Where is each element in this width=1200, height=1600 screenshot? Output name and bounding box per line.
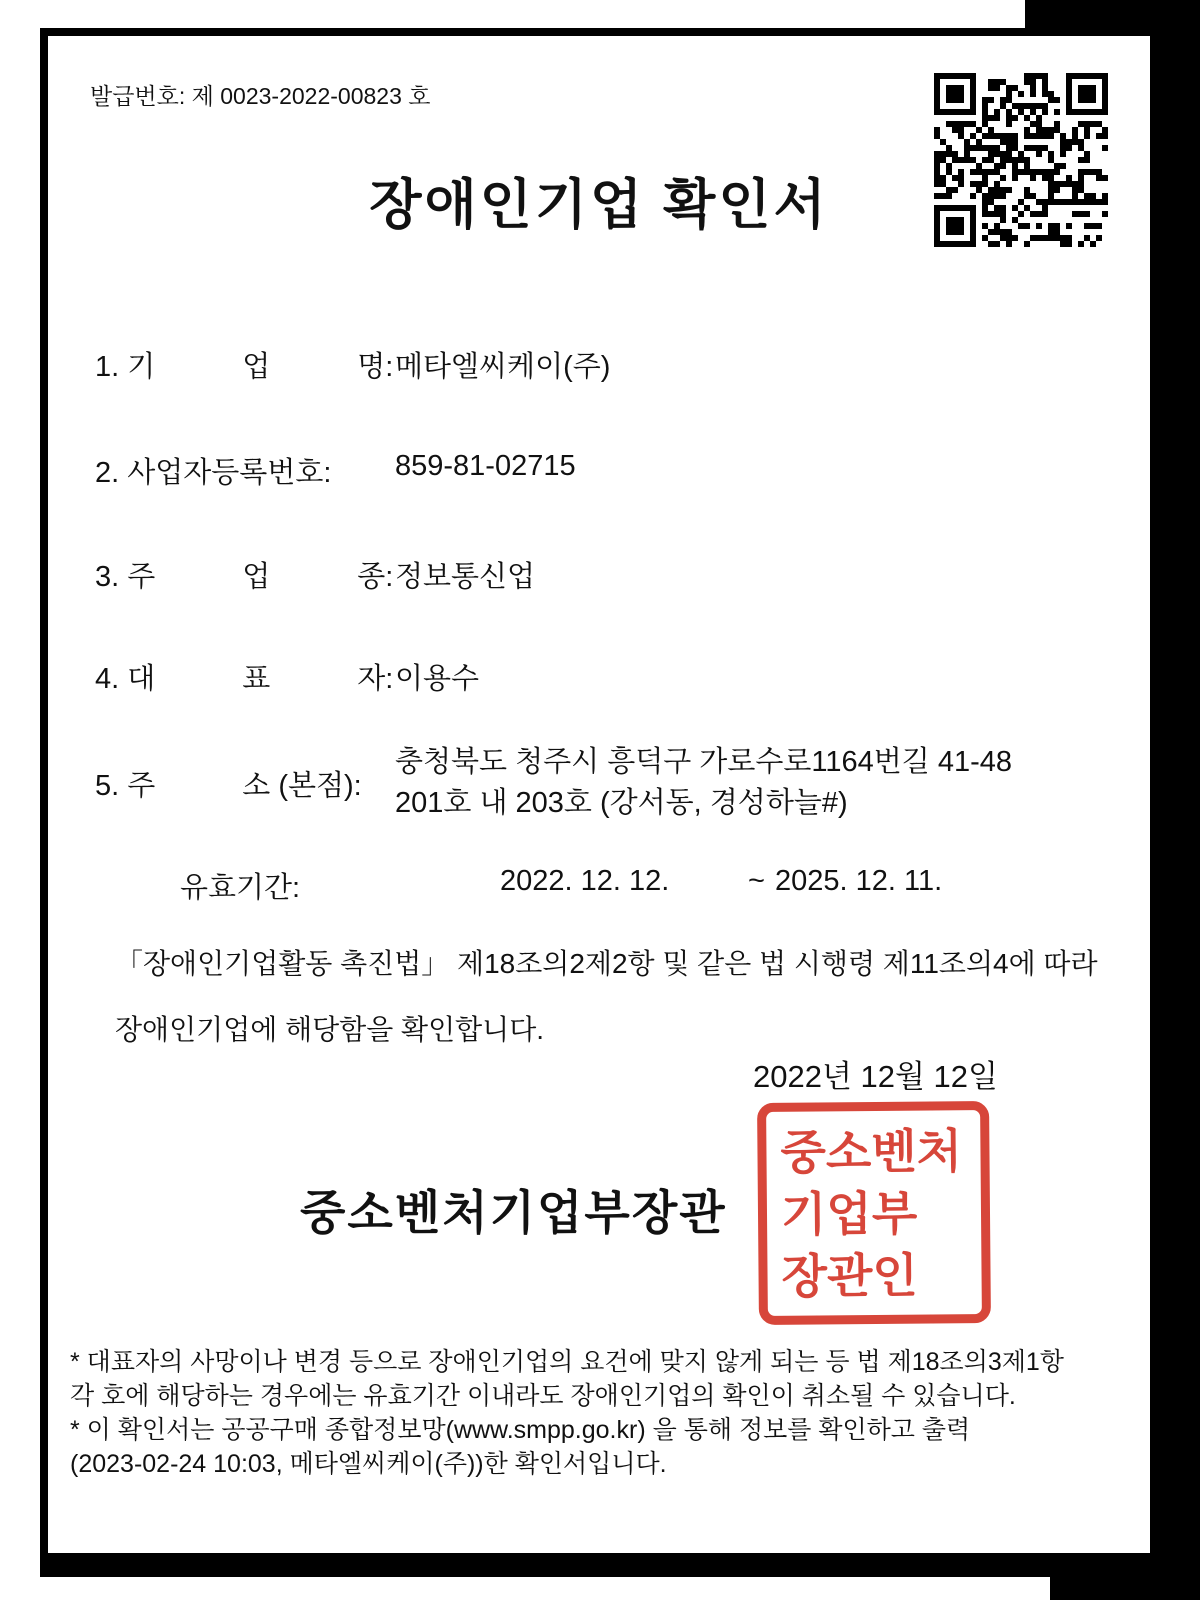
- field-address: [95, 742, 1135, 824]
- seal-row: 기업부: [780, 1186, 918, 1241]
- field-label: 3. 주 업 종:: [95, 561, 394, 593]
- footnote-line: * 대표자의 사망이나 변경 등으로 장애인기업의 요건에 맞지 않게 되는 등 법 제18조의3제1항: [70, 1348, 1064, 1376]
- footnotes: [70, 1345, 1155, 1481]
- field-label: 2. 사업자등록번호:: [95, 457, 332, 489]
- footnote-line: * 이 확인서는 공공구매 종합정보망(www.smpp.go.kr) 을 통해 정보를 확인하고 출력: [70, 1416, 971, 1444]
- field-value: 859-81-02715: [395, 450, 576, 482]
- field-label: 4. 대 표 자:: [95, 663, 394, 695]
- validity-start-date: 2022. 12. 12.: [500, 865, 670, 897]
- footnote-line: 각 호에 해당하는 경우에는 유효기간 이내라도 장애인기업의 확인이 취소될 수 있습니다.: [70, 1382, 1016, 1410]
- validity-end-date: 2025. 12. 11.: [775, 865, 943, 897]
- field-value: 이용수: [395, 663, 480, 695]
- field-value: 정보통신업: [395, 561, 536, 593]
- seal-row: 중소벤처: [780, 1124, 963, 1179]
- official-seal: [757, 1101, 991, 1325]
- address-line-2: 201호 내 203호 (강서동, 경성하늘#): [395, 787, 848, 819]
- certificate-title: 장애인기업 확인서: [369, 175, 829, 235]
- validity-period-row: [48, 865, 1150, 905]
- address-line-1: 충청북도 청주시 흥덕구 가로수로1164번길 41-48: [395, 746, 1012, 778]
- statement-line-1: 「장애인기업활동 촉진법」 제18조의2제2항 및 같은 법 시행령 제11조의4에 따라: [115, 948, 1098, 979]
- issue-date: 2022년 12월 12일: [753, 1059, 998, 1094]
- issue-number: 발급번호: 제 0023-2022-00823 호: [90, 83, 431, 109]
- field-label: 5. 주 소 (본점):: [95, 769, 362, 802]
- statement-line-2: 장애인기업에 해당함을 확인합니다.: [115, 1014, 545, 1045]
- field-business-registration-number: [95, 450, 1135, 491]
- validity-separator: ~: [748, 865, 765, 897]
- footnote-line: (2023-02-24 10:03, 메타엘씨케이(주))한 확인서입니다.: [70, 1450, 667, 1478]
- field-value: 메타엘씨케이(주): [395, 351, 611, 383]
- field-representative: [95, 656, 1135, 697]
- field-value: [395, 742, 1012, 824]
- field-company-name: [95, 344, 1135, 385]
- minister-title: 중소벤처기업부장관: [300, 1186, 727, 1239]
- validity-label: 유효기간:: [180, 872, 301, 904]
- certificate-content: [48, 36, 1150, 1553]
- field-main-industry: [95, 554, 1135, 595]
- seal-row: 장관인: [781, 1248, 918, 1303]
- field-label: 1. 기 업 명:: [95, 351, 394, 383]
